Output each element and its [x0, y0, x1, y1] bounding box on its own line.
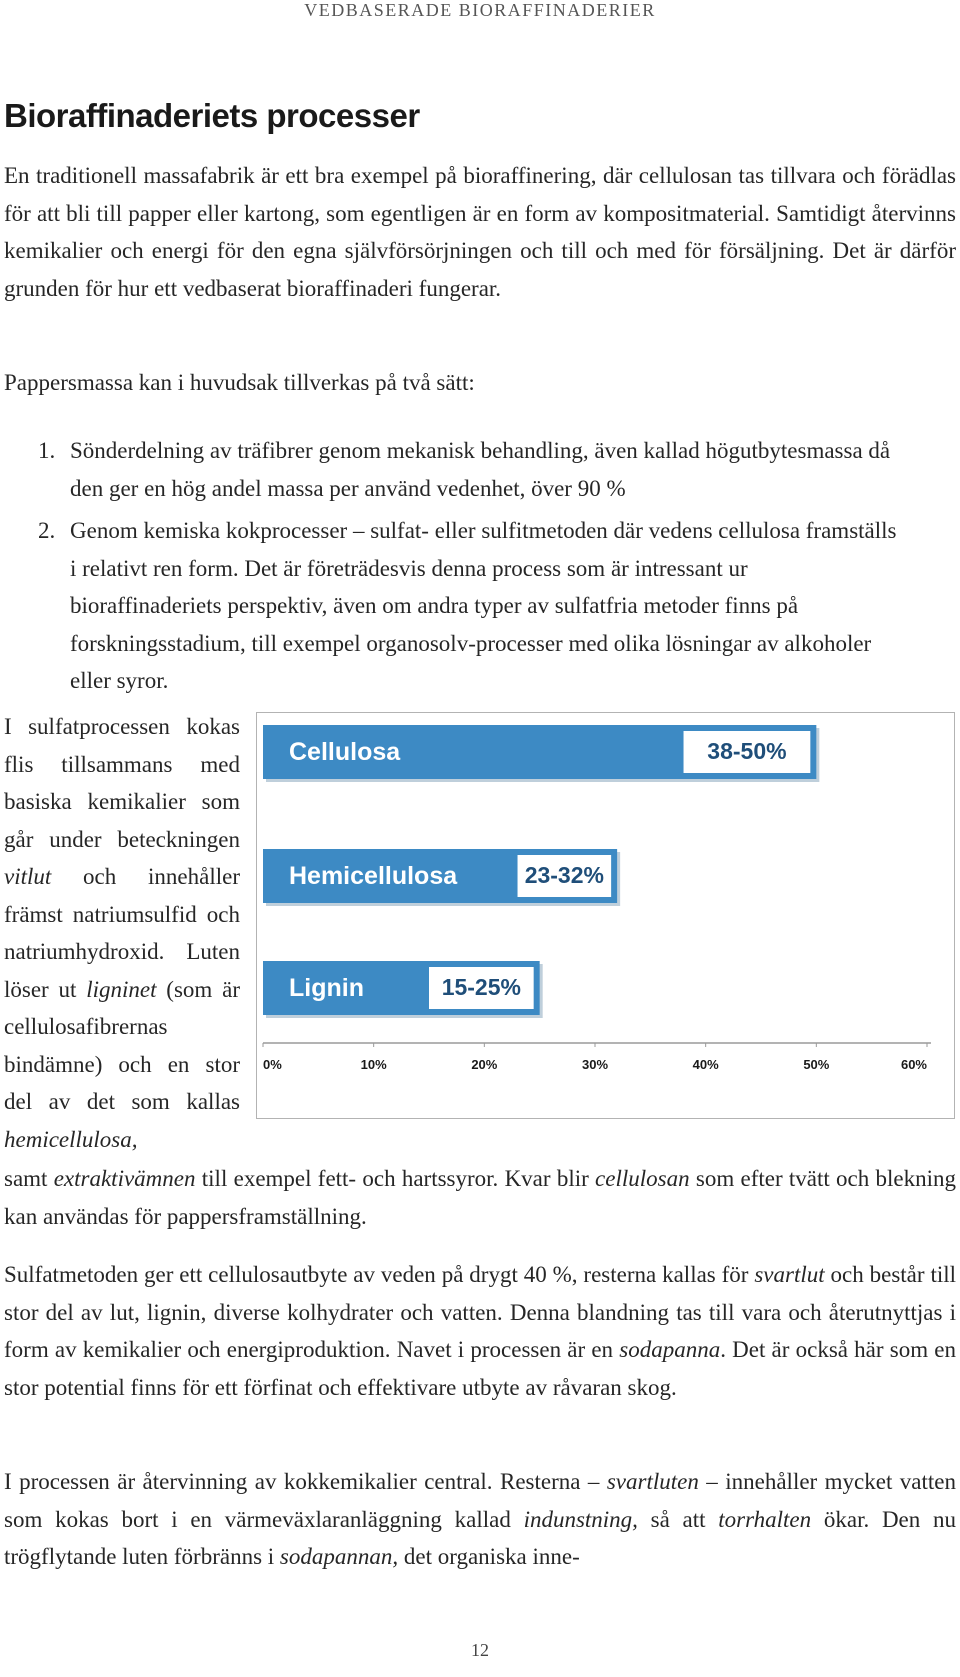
value-label-hemicellulosa: 23-32% — [524, 862, 604, 888]
italic-term: vitlut — [4, 864, 52, 889]
italic-term: svartlut — [754, 1262, 825, 1287]
bar-label-cellulosa: Cellulosa — [289, 738, 401, 766]
text-run: I processen är återvinning av kokkemikalier central. Resterna – — [4, 1469, 607, 1494]
list-item-text: Sönderdelning av träfibrer genom mekanisk behandling, även kallad högutbytesmassa då den ger en hög andel massa per använd vedenhet, över 90 % — [70, 438, 891, 501]
italic-term: indunstning, — [523, 1506, 638, 1532]
x-tick-label: 0% — [263, 1057, 282, 1072]
list-lead: Pappersmassa kan i huvudsak tillverkas på två sätt: — [4, 370, 475, 395]
text-run: (som är cellulosafibrernas bindämne) och en stor del av det som kallas — [4, 976, 240, 1114]
continued-paragraph — [4, 1160, 956, 1235]
text-run: och innehåller främst natriumsulfid och natriumhydroxid. Luten löser ut — [4, 864, 240, 1002]
value-label-lignin: 15-25% — [441, 974, 521, 1000]
italic-term: sodapanna — [619, 1337, 721, 1362]
text-run: ökar. Den nu trögflytande luten förbränns i — [4, 1506, 956, 1569]
text-run: som efter tvätt och blekning kan användas för pappersframställning. — [4, 1166, 956, 1229]
chart-svg — [257, 713, 954, 1118]
intro-paragraph: En traditionell massafabrik är ett bra exempel på bioraffinering, där cellulosan tas tillvara och förädlas för att bli till papper eller kartong, som egentligen är en form av kompositmaterial. Samtidigt återvinns kemikalier och energi för den egna självförsörjningen och till och med för försäljning. Det är därför grunden för hur ett vedbaserat bioraffinaderi fungerar. — [4, 163, 956, 301]
text-run: – innehåller mycket vatten som kokas bort i en värmeväxlaranläggning kallad — [4, 1469, 956, 1532]
italic-term: torrhalten — [718, 1506, 812, 1532]
text-run: Sulfatmetoden ger ett cellulosautbyte av veden på drygt 40 %, resterna kallas för — [4, 1262, 755, 1287]
italic-term: cellulosan — [595, 1166, 690, 1191]
x-tick-label: 10% — [360, 1057, 387, 1072]
sidebar-paragraph — [4, 708, 240, 1158]
list-item-number: 2. — [38, 518, 56, 543]
bar-label-lignin: Lignin — [289, 974, 364, 1002]
x-tick-label: 50% — [803, 1057, 830, 1072]
italic-term: hemicellulosa, — [4, 1126, 138, 1152]
page-number: 12 — [471, 1640, 489, 1660]
text-run: . Det är också här som en stor potential finns för ett förfinat och effektivare utbyte av råvaran skog. — [4, 1337, 956, 1400]
list-item-number: 1. — [38, 438, 56, 463]
text-run: I sulfatprocessen kokas flis tillsammans med basiska kemikalier som går under beteckningen — [4, 714, 240, 852]
sulfate-paragraph — [4, 1256, 956, 1406]
composition-chart — [256, 712, 955, 1119]
italic-term: sodapannan, — [279, 1544, 399, 1569]
italic-term: ligninet — [86, 976, 157, 1002]
text-run: samt — [4, 1166, 54, 1191]
x-tick-label: 60% — [900, 1057, 927, 1072]
running-head: VEDBASERADE BIORAFFINADERIER — [304, 0, 656, 20]
text-run: till exempel fett- och hartssyror. Kvar blir — [195, 1166, 596, 1191]
value-label-cellulosa: 38-50% — [707, 738, 787, 764]
list-item — [4, 432, 904, 507]
section-heading: Bioraffinaderiets processer — [4, 97, 420, 134]
x-tick-label: 20% — [471, 1057, 498, 1072]
x-tick-label: 40% — [692, 1057, 719, 1072]
text-run: så att — [637, 1506, 719, 1532]
text-run: och består till stor del av lut, lignin, diverse kolhydrater och vatten. Denna blandning tas till vara och återutnyttjas i form av kemikalier och energiproduktion. Navet i processen är en — [4, 1262, 956, 1362]
list-item-text: Genom kemiska kokprocesser – sulfat- eller sulfitmetoden där vedens cellulosa framställs i relativt ren form. Det är företrädesvis denna process som är intressant ur bioraffinaderiets perspektiv, även om andra typer av sulfatfria metoder finns på forskningsstadium, till exempel organosolv-processer med olika lösningar av alkoholer eller syror. — [70, 518, 897, 693]
italic-term: svartluten — [606, 1469, 699, 1494]
bar-label-hemicellulosa: Hemicellulosa — [289, 862, 458, 890]
recovery-paragraph — [4, 1463, 956, 1576]
x-tick-label: 30% — [581, 1057, 609, 1072]
text-run: det organiska inne- — [398, 1544, 580, 1569]
italic-term: extraktivämnen — [53, 1166, 196, 1191]
list-item — [4, 512, 904, 700]
